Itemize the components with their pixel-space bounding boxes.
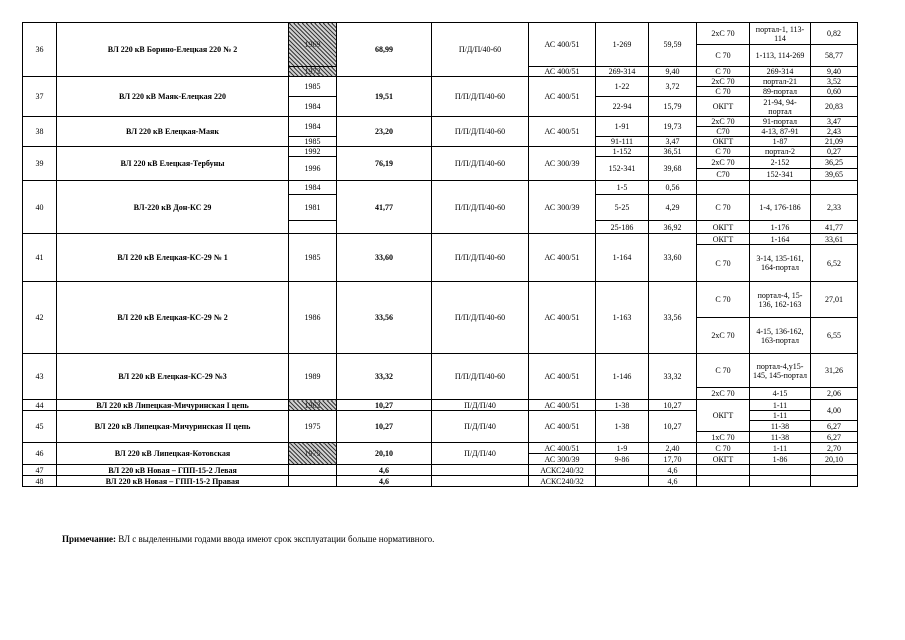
commission-year: 1989 (289, 354, 337, 400)
cable-spans: 89-портал (750, 87, 811, 97)
cable-length: 20,83 (811, 97, 858, 117)
cable-spans: портал-4,у15-145, 145-портал (750, 354, 811, 388)
table-row (23, 117, 858, 127)
line-length: 4,6 (337, 476, 432, 487)
wire-length: 3,47 (649, 137, 697, 147)
cable-length: 4,00 (811, 400, 858, 421)
cable-length: 2,43 (811, 127, 858, 137)
table-row (23, 147, 858, 157)
wire-length: 33,56 (649, 282, 697, 354)
line-name: ВЛ 220 кВ Елецкая-Тербуны (57, 147, 289, 181)
line-length: 20,10 (337, 443, 432, 465)
cable-spans: 1-11 (750, 400, 811, 411)
commission-year: 1972 (289, 67, 337, 77)
wire-mark: АС 400/51 (529, 443, 596, 454)
wire-spans: 1-38 (596, 411, 649, 443)
cable-type: 1хС 70 (697, 432, 750, 443)
wire-mark: АС 400/51 (529, 411, 596, 443)
wire-mark: АС 400/51 (529, 77, 596, 117)
cable-length (811, 465, 858, 476)
table-row (23, 234, 858, 245)
table-row (23, 77, 858, 87)
line-name: ВЛ 220 кВ Маяк-Елецкая 220 (57, 77, 289, 117)
line-name: ВЛ 220 кВ Елецкая-Маяк (57, 117, 289, 147)
wire-spans: 1-269 (596, 23, 649, 67)
wire-spans: 152-341 (596, 157, 649, 181)
cable-spans: 1-4, 176-186 (750, 195, 811, 221)
cable-length: 20,10 (811, 454, 858, 465)
wire-length: 4,29 (649, 195, 697, 221)
cable-length: 2,33 (811, 195, 858, 221)
cable-spans: 269-314 (750, 67, 811, 77)
footnote-text: ВЛ с выделенными годами ввода имеют срок эксплуатации больше нормативного. (116, 534, 435, 544)
cable-length: 58,77 (811, 45, 858, 67)
cable-type: ОКГТ (697, 234, 750, 245)
commission-year: 1996 (289, 157, 337, 181)
wire-length: 9,40 (649, 67, 697, 77)
cable-length: 27,01 (811, 282, 858, 318)
cable-spans: 3-14, 135-161, 164-портал (750, 245, 811, 282)
wire-mark: АСКС240/32 (529, 465, 596, 476)
row-number: 45 (23, 411, 57, 443)
wire-length: 33,32 (649, 354, 697, 400)
cable-spans (750, 181, 811, 195)
wire-spans: 269-314 (596, 67, 649, 77)
support-type: П/П/Д/П/40-60 (432, 282, 529, 354)
wire-mark: АС 400/51 (529, 23, 596, 67)
support-type: П/П/Д/П/40-60 (432, 117, 529, 147)
line-length: 33,60 (337, 234, 432, 282)
cable-length: 3,52 (811, 77, 858, 87)
commission-year: 1985 (289, 77, 337, 97)
footnote (62, 534, 434, 544)
wire-spans: 9-86 (596, 454, 649, 465)
wire-length: 59,59 (649, 23, 697, 67)
row-number: 47 (23, 465, 57, 476)
line-length: 76,19 (337, 147, 432, 181)
cable-spans: 4-13, 87-91 (750, 127, 811, 137)
wire-length: 3,72 (649, 77, 697, 97)
line-length: 33,32 (337, 354, 432, 400)
row-number: 40 (23, 181, 57, 234)
line-name: ВЛ 220 кВ Елецкая-КС-29 № 2 (57, 282, 289, 354)
wire-spans: 25-186 (596, 221, 649, 234)
commission-year: 1975 (289, 443, 337, 465)
wire-length: 4,6 (649, 465, 697, 476)
cable-length: 36,25 (811, 157, 858, 169)
wire-spans: 22-94 (596, 97, 649, 117)
support-type: П/П/Д/П/40-60 (432, 147, 529, 181)
line-name: ВЛ 220 кВ Борино-Елецкая 220 № 2 (57, 23, 289, 77)
cable-spans: 1-11 (750, 411, 811, 421)
row-number: 43 (23, 354, 57, 400)
support-type: П/П/Д/П/40-60 (432, 354, 529, 400)
support-type: П/П/Д/П/40-60 (432, 181, 529, 234)
wire-length: 17,70 (649, 454, 697, 465)
cable-type: С70 (697, 127, 750, 137)
cable-type: 2хС 70 (697, 388, 750, 400)
cable-spans: 21-94, 94-портал (750, 97, 811, 117)
cable-length: 6,27 (811, 421, 858, 432)
table-row (23, 400, 858, 411)
line-name: ВЛ-220 кВ Дон-КС 29 (57, 181, 289, 234)
wire-length: 36,92 (649, 221, 697, 234)
cable-length: 3,47 (811, 117, 858, 127)
cable-spans: 2-152 (750, 157, 811, 169)
wire-length: 10,27 (649, 411, 697, 443)
commission-year (289, 221, 337, 234)
wire-mark: АС 300/39 (529, 454, 596, 465)
wire-mark: АС 400/51 (529, 354, 596, 400)
commission-year: 1992 (289, 147, 337, 157)
cable-length: 0,82 (811, 23, 858, 45)
cable-spans: 4-15, 136-162, 163-портал (750, 318, 811, 354)
row-number: 37 (23, 77, 57, 117)
cable-spans: 4-15 (750, 388, 811, 400)
line-name: ВЛ 220 кВ Елецкая-КС-29 №3 (57, 354, 289, 400)
cable-type: 2хС 70 (697, 77, 750, 87)
wire-spans: 1-9 (596, 443, 649, 454)
cable-spans (750, 465, 811, 476)
line-length: 4,6 (337, 465, 432, 476)
cable-type: 2хС 70 (697, 318, 750, 354)
table-row (23, 354, 858, 388)
cable-type: ОКГТ (697, 97, 750, 117)
cable-length: 21,09 (811, 137, 858, 147)
support-type (432, 476, 529, 487)
cable-length: 0,60 (811, 87, 858, 97)
wire-mark: АС 300/39 (529, 147, 596, 181)
cable-spans: 1-86 (750, 454, 811, 465)
row-number: 48 (23, 476, 57, 487)
cable-type: С70 (697, 169, 750, 181)
line-name: ВЛ 220 кВ Елецкая-КС-29 № 1 (57, 234, 289, 282)
table-row (23, 476, 858, 487)
support-type: П/Д/П/40 (432, 443, 529, 465)
wire-spans: 1-163 (596, 282, 649, 354)
table-row (23, 181, 858, 195)
commission-year: 1981 (289, 195, 337, 221)
commission-year: 1986 (289, 282, 337, 354)
cable-type: 2хС 70 (697, 117, 750, 127)
cable-length: 41,77 (811, 221, 858, 234)
cable-type: С 70 (697, 87, 750, 97)
wire-spans: 1-146 (596, 354, 649, 400)
line-length: 68,99 (337, 23, 432, 77)
cable-type: С 70 (697, 443, 750, 454)
cable-type: ОКГТ (697, 137, 750, 147)
commission-year: 1985 (289, 137, 337, 147)
line-name: ВЛ 220 кВ Липецкая-Мичуринская I цепь (57, 400, 289, 411)
commission-year: 1975 (289, 411, 337, 443)
cable-type: ОКГТ (697, 454, 750, 465)
wire-length: 33,60 (649, 234, 697, 282)
commission-year: 1984 (289, 181, 337, 195)
cable-spans: 11-38 (750, 432, 811, 443)
cable-length: 6,52 (811, 245, 858, 282)
wire-mark: АС 400/51 (529, 400, 596, 411)
cable-type: ОКГТ (697, 400, 750, 432)
cable-type: ОКГТ (697, 221, 750, 234)
cable-length: 6,55 (811, 318, 858, 354)
line-length: 10,27 (337, 400, 432, 411)
commission-year: 1962 (289, 400, 337, 411)
wire-mark: АС 400/51 (529, 234, 596, 282)
commission-year (289, 476, 337, 487)
cable-spans: 91-портал (750, 117, 811, 127)
wire-length: 39,68 (649, 157, 697, 181)
table-row (23, 23, 858, 45)
support-type: П/Д/П/40 (432, 400, 529, 411)
cable-spans: 1-11 (750, 443, 811, 454)
cable-length: 33,61 (811, 234, 858, 245)
cable-spans: 11-38 (750, 421, 811, 432)
wire-mark: АС 300/39 (529, 181, 596, 234)
commission-year: 1984 (289, 97, 337, 117)
wire-length: 15,79 (649, 97, 697, 117)
line-length: 33,56 (337, 282, 432, 354)
wire-spans: 1-91 (596, 117, 649, 137)
row-number: 42 (23, 282, 57, 354)
wire-spans (596, 465, 649, 476)
cable-length: 31,26 (811, 354, 858, 388)
cable-length: 0,27 (811, 147, 858, 157)
cable-type (697, 181, 750, 195)
row-number: 38 (23, 117, 57, 147)
cable-length (811, 476, 858, 487)
commission-year (289, 465, 337, 476)
line-name: ВЛ 220 кВ Липецкая-Мичуринская II цепь (57, 411, 289, 443)
wire-spans: 1-152 (596, 147, 649, 157)
cable-spans: портал-1, 113-114 (750, 23, 811, 45)
cable-length: 9,40 (811, 67, 858, 77)
cable-type: С 70 (697, 67, 750, 77)
line-length: 19,51 (337, 77, 432, 117)
cable-type: С 70 (697, 245, 750, 282)
wire-spans: 1-164 (596, 234, 649, 282)
support-type: П/П/Д/П/40-60 (432, 234, 529, 282)
row-number: 39 (23, 147, 57, 181)
cable-spans: 1-87 (750, 137, 811, 147)
row-number: 41 (23, 234, 57, 282)
wire-mark: АС 400/51 (529, 67, 596, 77)
cable-length: 2,70 (811, 443, 858, 454)
row-number: 46 (23, 443, 57, 465)
line-length: 10,27 (337, 411, 432, 443)
cable-type: С 70 (697, 45, 750, 67)
cable-type: С 70 (697, 195, 750, 221)
line-name: ВЛ 220 кВ Новая – ГПП-15-2 Правая (57, 476, 289, 487)
cable-length: 39,65 (811, 169, 858, 181)
commission-year: 1984 (289, 117, 337, 137)
commission-year: 1985 (289, 234, 337, 282)
support-type: П/Д/П/40-60 (432, 23, 529, 77)
table-row (23, 443, 858, 454)
row-number: 36 (23, 23, 57, 77)
wire-spans: 1-5 (596, 181, 649, 195)
cable-spans: портал-21 (750, 77, 811, 87)
cable-length: 2,06 (811, 388, 858, 400)
row-number: 44 (23, 400, 57, 411)
cable-spans: 1-164 (750, 234, 811, 245)
wire-spans: 1-38 (596, 400, 649, 411)
cable-type (697, 476, 750, 487)
cable-type: С 70 (697, 282, 750, 318)
cable-length (811, 181, 858, 195)
support-type: П/Д/П/40 (432, 411, 529, 443)
cable-type: С 70 (697, 147, 750, 157)
cable-spans (750, 476, 811, 487)
wire-spans: 91-111 (596, 137, 649, 147)
cable-type (697, 465, 750, 476)
wire-length: 36,51 (649, 147, 697, 157)
cable-spans: 152-341 (750, 169, 811, 181)
support-type (432, 465, 529, 476)
cable-spans: 1-113, 114-269 (750, 45, 811, 67)
wire-length: 0,56 (649, 181, 697, 195)
cable-spans: портал-4, 15-136, 162-163 (750, 282, 811, 318)
cable-spans: портал-2 (750, 147, 811, 157)
wire-mark: АС 400/51 (529, 117, 596, 147)
line-name: ВЛ 220 кВ Новая – ГПП-15-2 Левая (57, 465, 289, 476)
wire-length: 2,40 (649, 443, 697, 454)
cable-spans: 1-176 (750, 221, 811, 234)
line-name: ВЛ 220 кВ Липецкая-Котовская (57, 443, 289, 465)
support-type: П/П/Д/П/40-60 (432, 77, 529, 117)
table-row (23, 282, 858, 318)
cable-length: 6,27 (811, 432, 858, 443)
line-length: 23,20 (337, 117, 432, 147)
wire-length: 19,73 (649, 117, 697, 137)
commission-year: 1969 (289, 23, 337, 67)
cable-type: 2хС 70 (697, 23, 750, 45)
table-row (23, 465, 858, 476)
wire-spans (596, 476, 649, 487)
wire-spans: 5-25 (596, 195, 649, 221)
footnote-label: Примечание: (62, 534, 117, 544)
wire-spans: 1-22 (596, 77, 649, 97)
line-length: 41,77 (337, 181, 432, 234)
wire-mark: АСКС240/32 (529, 476, 596, 487)
power-lines-table (22, 22, 858, 487)
wire-length: 10,27 (649, 400, 697, 411)
cable-type: С 70 (697, 354, 750, 388)
wire-mark: АС 400/51 (529, 282, 596, 354)
wire-length: 4,6 (649, 476, 697, 487)
cable-type: 2хС 70 (697, 157, 750, 169)
